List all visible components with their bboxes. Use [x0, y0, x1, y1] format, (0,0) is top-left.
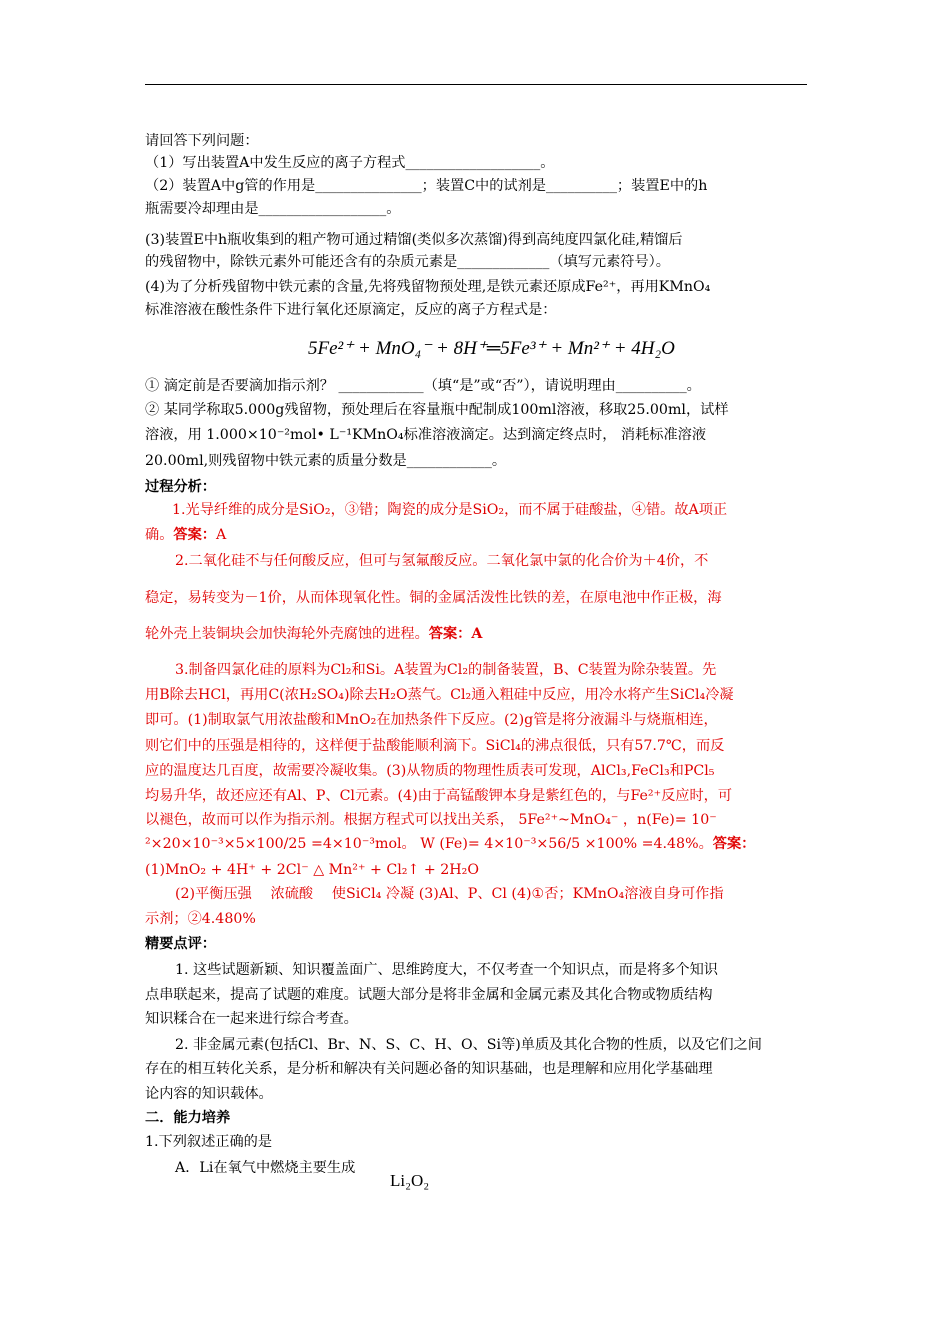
analysis-3-line8 — [145, 834, 815, 854]
analysis-3-line3: 即可。(1)制取氯气用浓盐酸和MnO₂在加热条件下反应。(2)g管是将分液漏斗与烧瓶相连， — [145, 712, 718, 728]
section-ability-title: 二．能力培养 — [145, 1110, 231, 1126]
analysis-3-line4: 则它们中的压强是相待的，这样便于盐酸能顺利滴下。SiCl₄的沸点很低，只有57.7℃，而反 — [145, 738, 725, 754]
analysis-2-cont: 稳定，易转变为－1价，从而体现氧化性。铜的金属活泼性比铁的差，在原电池中作正极，海 — [145, 590, 722, 606]
question-4-sub2: ② 某同学称取5.000g残留物，预处理后在容量瓶中配制成100ml溶液，移取25.00ml，试样 — [145, 402, 729, 418]
question-4-cont: 标准溶液在酸性条件下进行氧化还原滴定，反应的离子方程式是： — [145, 302, 557, 318]
header-rule — [145, 84, 807, 85]
review-2: 2. 非金属元素(包括Cl、Br、N、S、C、H、O、Si等)单质及其化合物的性质，以及它们之间 — [175, 1037, 762, 1053]
analysis-3-line7: 以褪色，故而可以作为指示剂。根据方程式可以找出关系， 5Fe²⁺~MnO₄⁻ ，n(Fe)= 10⁻ — [145, 812, 717, 828]
question-2-cont: 瓶需要冷却理由是__________________。 — [145, 201, 401, 217]
question-3: (3)装置E中h瓶收集到的粗产物可通过精馏(类似多次蒸馏)得到高纯度四氯化硅,精馏后 — [145, 232, 683, 248]
question-2: （2）装置A中g管的作用是_______________；装置C中的试剂是__________；装置E中的h — [145, 178, 708, 194]
analysis-1-text: 确。 — [145, 527, 174, 543]
question-4-sub2-cont: 溶液，用 1.000×10⁻²mol• L⁻¹KMnO₄标准溶液滴定。达到滴定终点时， 消耗标准溶液 — [145, 427, 707, 443]
review-1-end: 知识糅合在一起来进行综合考查。 — [145, 1011, 358, 1027]
review-2-end: 论内容的知识载体。 — [145, 1086, 273, 1102]
analysis-3: 3.制备四氯化硅的原料为Cl₂和Si。A装置为Cl₂的制备装置，B、C装置为除杂装置。先 — [175, 662, 717, 678]
analysis-2-end — [145, 624, 815, 644]
answer-3-part2: (2)平衡压强 浓硫酸 使SiCl₄ 冷凝 (3)Al、P、Cl (4)①否；KMnO₄溶液自身可作指 — [175, 886, 724, 902]
exercise-1: 1.下列叙述正确的是 — [145, 1134, 273, 1150]
analysis-3-line2: 用B除去HCl，再用C(浓H₂SO₄)除去H₂O蒸气。Cl₂通入粗硅中反应，用冷水将产生SiCl₄冷凝 — [145, 687, 734, 703]
question-intro: 请回答下列问题： — [145, 133, 259, 149]
titration-equation: 5Fe²⁺ + MnO₄⁻ + 8H⁺═5Fe³⁺ + Mn²⁺ + 4H₂O — [308, 338, 675, 359]
analysis-1: 1.光导纤维的成分是SiO₂，③错；陶瓷的成分是SiO₂，而不属于硅酸盐，④错。故A项正 — [172, 502, 728, 518]
answer-3-part1: (1)MnO₂ + 4H⁺ + 2Cl⁻ △ Mn²⁺ + Cl₂↑ + 2H₂O — [145, 862, 479, 878]
analysis-3-line6: 均易升华，故还应还有Al、P、Cl元素。(4)由于高锰酸钾本身是紫红色的，与Fe²⁺反应时，可 — [145, 788, 733, 804]
section-analysis-title: 过程分析： — [145, 479, 216, 495]
question-3-cont: 的残留物中，除铁元素外可能还含有的杂质元素是_____________（填写元素符号）。 — [145, 254, 670, 270]
answer-label: 答案： — [173, 527, 216, 543]
analysis-2-text: 轮外壳上装铜块会加快海轮外壳腐蚀的进程。 — [145, 626, 429, 642]
question-1: （1）写出装置A中发生反应的离子方程式___________________。 — [145, 155, 555, 171]
analysis-3-line5: 应的温度达几百度，故需要冷凝收集。(3)从物质的物理性质表可发现，AlCl₃,FeCl₃和PCl₅ — [145, 763, 715, 779]
analysis-2: 2.二氧化硅不与任何酸反应，但可与氢氟酸反应。二氧化氯中氯的化合价为＋4价，不 — [175, 553, 709, 569]
question-4-sub1: ① 滴定前是否要滴加指示剂？ ____________（填“是”或“否”），请说明理由__________。 — [145, 378, 701, 394]
question-4: (4)为了分析残留物中铁元素的含量,先将残留物预处理,是铁元素还原成Fe²⁺，再用KMnO₄ — [145, 279, 711, 295]
review-1: 1. 这些试题新颖、知识覆盖面广、思维跨度大，不仅考查一个知识点，而是将多个知识 — [175, 962, 718, 978]
option-a-formula: Li₂O₂ — [390, 1171, 430, 1190]
answer-value: A — [215, 527, 227, 543]
review-2-cont: 存在的相互转化关系，是分析和解决有关问题必备的知识基础，也是理解和应用化学基础理 — [145, 1061, 713, 1077]
answer-label-2: 答案：A — [428, 626, 483, 642]
analysis-3-calc: ²×20×10⁻³×5×100/25 =4×10⁻³mol。 W (Fe)= 4×10⁻³×56/5 ×100% =4.48%。 — [145, 836, 713, 852]
question-4-sub2-end: 20.00ml,则残留物中铁元素的质量分数是____________。 — [145, 453, 507, 469]
section-review-title: 精要点评： — [145, 936, 216, 952]
analysis-1-cont — [145, 525, 815, 545]
exercise-1-option-a: A．Li在氧气中燃烧主要生成 — [175, 1160, 356, 1176]
review-1-cont: 点串联起来，提高了试题的难度。试题大部分是将非金属和金属元素及其化合物或物质结构 — [145, 987, 713, 1003]
answer-label-3: 答案： — [712, 836, 756, 852]
answer-3-part2-cont: 示剂；②4.480% — [145, 911, 256, 927]
